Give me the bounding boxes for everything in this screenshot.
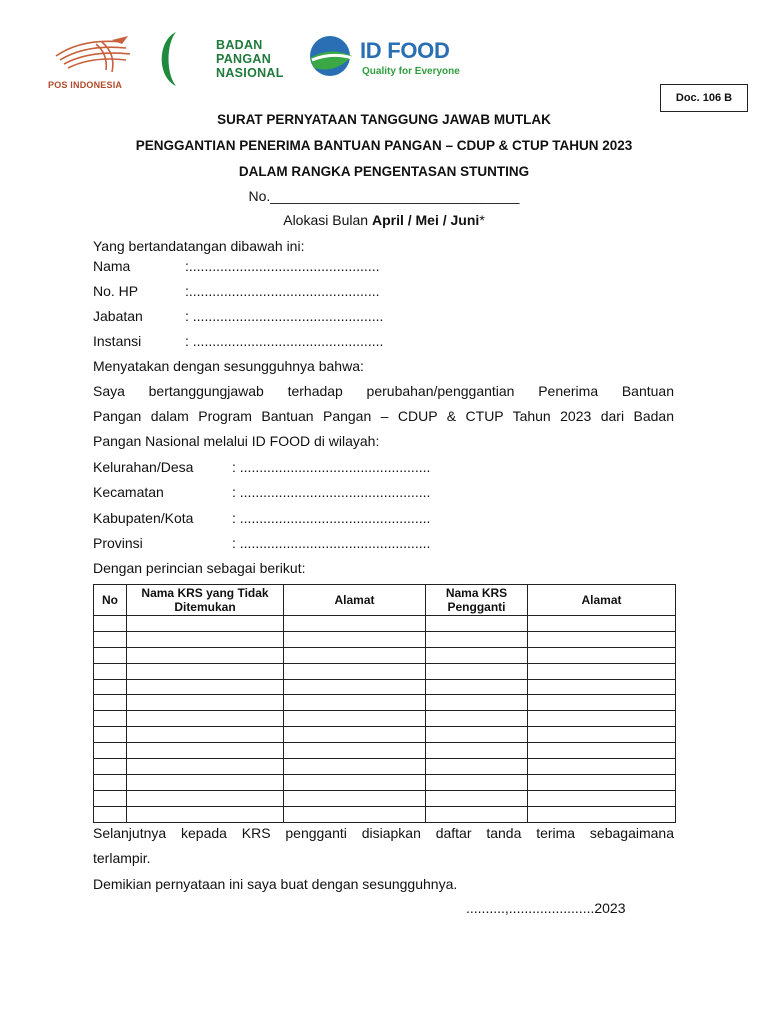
details-intro: Dengan perincian sebagai berikut: <box>93 560 306 576</box>
table-row <box>94 695 676 711</box>
title-line-3: DALAM RANGKA PENGENTASAN STUNTING <box>238 164 530 179</box>
replacement-table <box>93 584 676 823</box>
allocation-prefix: Alokasi Bulan <box>283 212 372 228</box>
table-cell <box>426 679 528 695</box>
final-statement: Demikian pernyataan ini saya buat dengan sesungguhnya. <box>93 876 458 892</box>
intro-text: Yang bertandatangan dibawah ini: <box>93 238 305 254</box>
table-cell <box>94 679 127 695</box>
id-food-tagline: Quality for Everyone <box>362 66 460 77</box>
table-cell <box>127 743 284 759</box>
table-cell <box>94 759 127 775</box>
table-cell <box>127 631 284 647</box>
title-line-1: SURAT PERNYATAAN TANGGUNG JAWAB MUTLAK <box>217 112 551 127</box>
header-nama-krs-pengganti: Nama KRS Pengganti <box>426 585 528 616</box>
header-logos <box>48 28 478 93</box>
id-food-logo <box>306 34 476 84</box>
table-row <box>94 806 676 822</box>
table-cell <box>127 759 284 775</box>
table-cell <box>528 663 676 679</box>
region-label-kelurahan: Kelurahan/Desa <box>93 459 194 475</box>
table-row <box>94 727 676 743</box>
table-cell <box>426 727 528 743</box>
pos-indonesia-text: POS INDONESIA <box>48 80 123 90</box>
closing-line-2: terlampir. <box>93 850 151 866</box>
table-cell <box>528 759 676 775</box>
field-label-hp: No. HP <box>93 283 139 299</box>
date-line: ..........,......................2023 <box>466 900 626 916</box>
table-cell <box>528 774 676 790</box>
table-cell <box>426 711 528 727</box>
table-row <box>94 743 676 759</box>
table-cell <box>528 679 676 695</box>
table-cell <box>284 759 426 775</box>
region-value-kecamatan: : ................................................. <box>232 484 431 500</box>
table-cell <box>127 679 284 695</box>
table-cell <box>127 695 284 711</box>
table-cell <box>528 743 676 759</box>
table-cell <box>94 663 127 679</box>
field-label-jabatan: Jabatan <box>93 308 143 324</box>
statement-line-3: Pangan Nasional melalui ID FOOD di wilayah: <box>93 433 380 449</box>
table-cell <box>284 774 426 790</box>
pos-indonesia-logo <box>48 34 140 90</box>
table-cell <box>127 711 284 727</box>
field-label-instansi: Instansi <box>93 333 142 349</box>
table-row <box>94 679 676 695</box>
statement-line-1: Saya bertanggungjawab terhadap perubahan/penggantian Penerima Bantuan <box>93 383 674 399</box>
region-value-kelurahan: : ................................................. <box>232 459 431 475</box>
allocation-line <box>0 212 768 228</box>
table-cell <box>426 759 528 775</box>
field-value-jabatan: : ................................................. <box>185 308 384 324</box>
table-cell <box>426 790 528 806</box>
table-cell <box>284 727 426 743</box>
table-cell <box>284 616 426 632</box>
table-cell <box>528 695 676 711</box>
table-cell <box>528 631 676 647</box>
table-row <box>94 663 676 679</box>
table-cell <box>94 806 127 822</box>
table-cell <box>284 679 426 695</box>
statement-line-2: Pangan dalam Program Bantuan Pangan – CDUP & CTUP Tahun 2023 dari Badan <box>93 408 674 424</box>
table-cell <box>426 806 528 822</box>
table-row <box>94 790 676 806</box>
table-row <box>94 759 676 775</box>
region-value-provinsi: : ................................................. <box>232 535 431 551</box>
table-cell <box>284 711 426 727</box>
region-value-kabupaten: : ................................................. <box>232 510 431 526</box>
crescent-icon <box>152 30 192 88</box>
region-label-kecamatan: Kecamatan <box>93 484 164 500</box>
title-line-2: PENGGANTIAN PENERIMA BANTUAN PANGAN – CDUP & CTUP TAHUN 2023 <box>135 138 633 153</box>
table-header-row <box>94 585 676 616</box>
table-cell <box>127 806 284 822</box>
table-row <box>94 616 676 632</box>
table-cell <box>528 806 676 822</box>
table-cell <box>284 743 426 759</box>
table-cell <box>528 647 676 663</box>
badan-pangan-nasional-logo <box>152 30 302 86</box>
id-food-title: ID FOOD <box>360 38 450 63</box>
table-body <box>94 616 676 823</box>
region-label-kabupaten: Kabupaten/Kota <box>93 510 194 526</box>
table-cell <box>528 616 676 632</box>
table-cell <box>127 790 284 806</box>
table-cell <box>284 631 426 647</box>
number-line: No.________________________________ <box>248 188 520 204</box>
table-cell <box>426 647 528 663</box>
table-cell <box>284 695 426 711</box>
declare-text: Menyatakan dengan sesungguhnya bahwa: <box>93 358 364 374</box>
table-cell <box>127 727 284 743</box>
table-cell <box>284 647 426 663</box>
header-nama-krs-tidak-ditemukan: Nama KRS yang Tidak Ditemukan <box>127 585 284 616</box>
table-cell <box>94 790 127 806</box>
table-cell <box>94 647 127 663</box>
table-cell <box>528 711 676 727</box>
table-cell <box>528 727 676 743</box>
table-cell <box>284 790 426 806</box>
table-cell <box>426 743 528 759</box>
doc-code-box: Doc. 106 B <box>660 84 748 112</box>
allocation-months: April / Mei / Juni <box>371 212 480 228</box>
table-cell <box>426 663 528 679</box>
table-cell <box>94 631 127 647</box>
table-row <box>94 774 676 790</box>
table-cell <box>127 663 284 679</box>
field-value-hp: :................................................. <box>185 283 380 299</box>
id-food-globe-icon <box>306 34 356 80</box>
table-cell <box>94 616 127 632</box>
table-row <box>94 647 676 663</box>
table-cell <box>528 790 676 806</box>
table-cell <box>426 695 528 711</box>
table-cell <box>94 743 127 759</box>
table-cell <box>284 663 426 679</box>
table-cell <box>127 616 284 632</box>
bpn-text: BADAN PANGAN NASIONAL <box>216 38 284 80</box>
table-cell <box>94 774 127 790</box>
table-cell <box>426 616 528 632</box>
field-label-nama: Nama <box>93 258 131 274</box>
header-alamat-1: Alamat <box>284 585 426 616</box>
table-cell <box>426 774 528 790</box>
table-cell <box>127 647 284 663</box>
table-cell <box>94 711 127 727</box>
header-no: No <box>94 585 127 616</box>
table-row <box>94 711 676 727</box>
field-value-instansi: : ................................................. <box>185 333 384 349</box>
field-value-nama: :................................................. <box>185 258 380 274</box>
header-alamat-2: Alamat <box>528 585 676 616</box>
allocation-suffix: * <box>479 212 485 228</box>
table-cell <box>94 695 127 711</box>
table-cell <box>426 631 528 647</box>
table-cell <box>94 727 127 743</box>
region-label-provinsi: Provinsi <box>93 535 143 551</box>
closing-line-1: Selanjutnya kepada KRS pengganti disiapkan daftar tanda terima sebagaimana <box>93 825 674 841</box>
table-cell <box>284 806 426 822</box>
table-cell <box>127 774 284 790</box>
pos-eagle-icon <box>52 34 136 78</box>
table-row <box>94 631 676 647</box>
